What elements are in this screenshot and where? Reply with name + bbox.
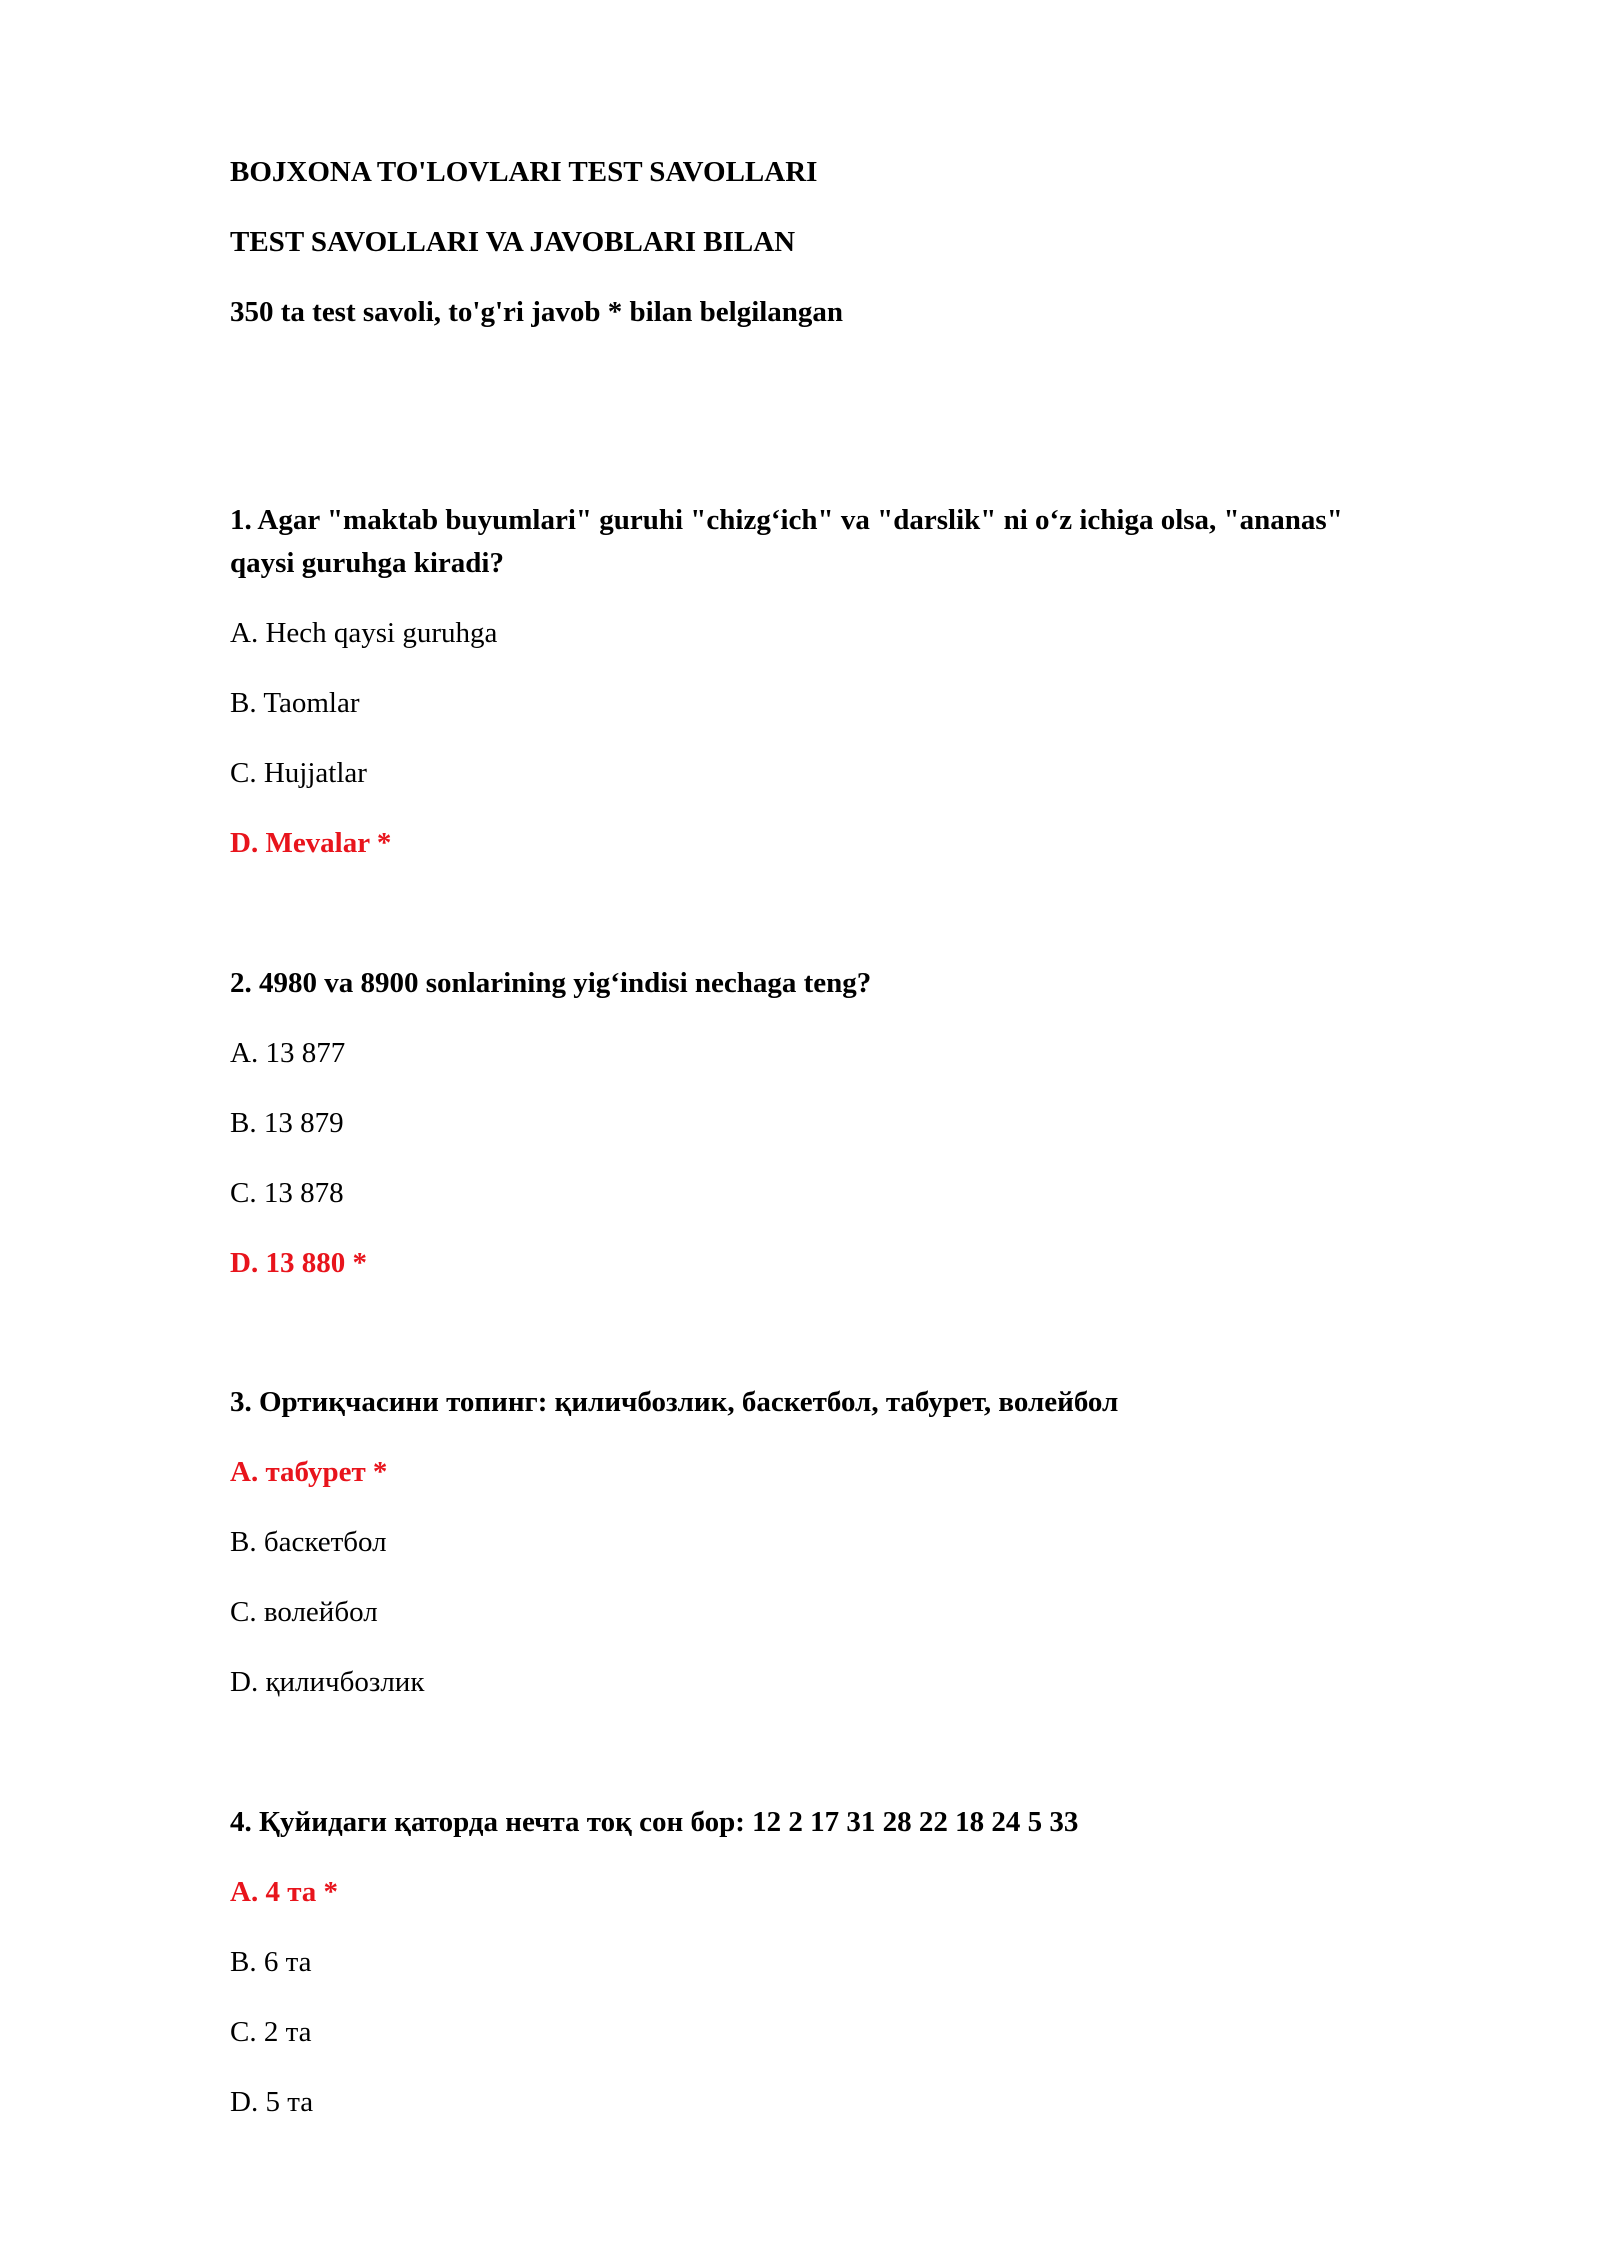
question-1-option-a: A. Hech qaysi guruhga [230,617,498,649]
question-1-text: 1. Agar "maktab buyumlari" guruhi "chizg‘ich" va "darslik" ni o‘z ichiga olsa, "ananas" [230,504,1343,536]
document-title: BOJXONA TO'LOVLARI TEST SAVOLLARI [230,156,818,188]
question-3-option-c: C. волейбол [230,1596,378,1628]
question-4-option-d: D. 5 та [230,2086,314,2118]
question-2-option-b: B. 13 879 [230,1107,344,1139]
question-4-option-c: C. 2 та [230,2016,312,2048]
question-2-text: 2. 4980 va 8900 sonlarining yig‘indisi nechaga teng? [230,967,872,999]
document-subtitle: TEST SAVOLLARI VA JAVOBLARI BILAN [230,226,796,258]
question-4-option-a-correct: A. 4 та * [230,1876,339,1908]
question-4-option-b: B. 6 та [230,1946,312,1978]
document-note: 350 ta test savoli, to'g'ri javob * bilan belgilangan [230,296,844,328]
question-3-option-b: B. баскетбол [230,1526,387,1558]
question-1-option-d-correct: D. Mevalar * [230,827,392,859]
question-1-option-b: B. Taomlar [230,687,360,719]
question-3-text: 3. Ортиқчасини топинг: қиличбозлик, баскетбол, табурет, волейбол [230,1386,1119,1418]
question-2-option-c: C. 13 878 [230,1177,344,1209]
question-2-option-a: A. 13 877 [230,1037,346,1069]
question-4-text: 4. Қуйидаги қаторда нечта тоқ сон бор: 12 2 17 31 28 22 18 24 5 33 [230,1806,1079,1838]
question-1-text-cont: qaysi guruhga kiradi? [230,547,504,579]
question-3-option-a-correct: A. табурет * [230,1456,388,1488]
question-3-option-d: D. қиличбозлик [230,1666,425,1698]
question-2-option-d-correct: D. 13 880 * [230,1247,367,1279]
question-1-option-c: C. Hujjatlar [230,757,367,789]
